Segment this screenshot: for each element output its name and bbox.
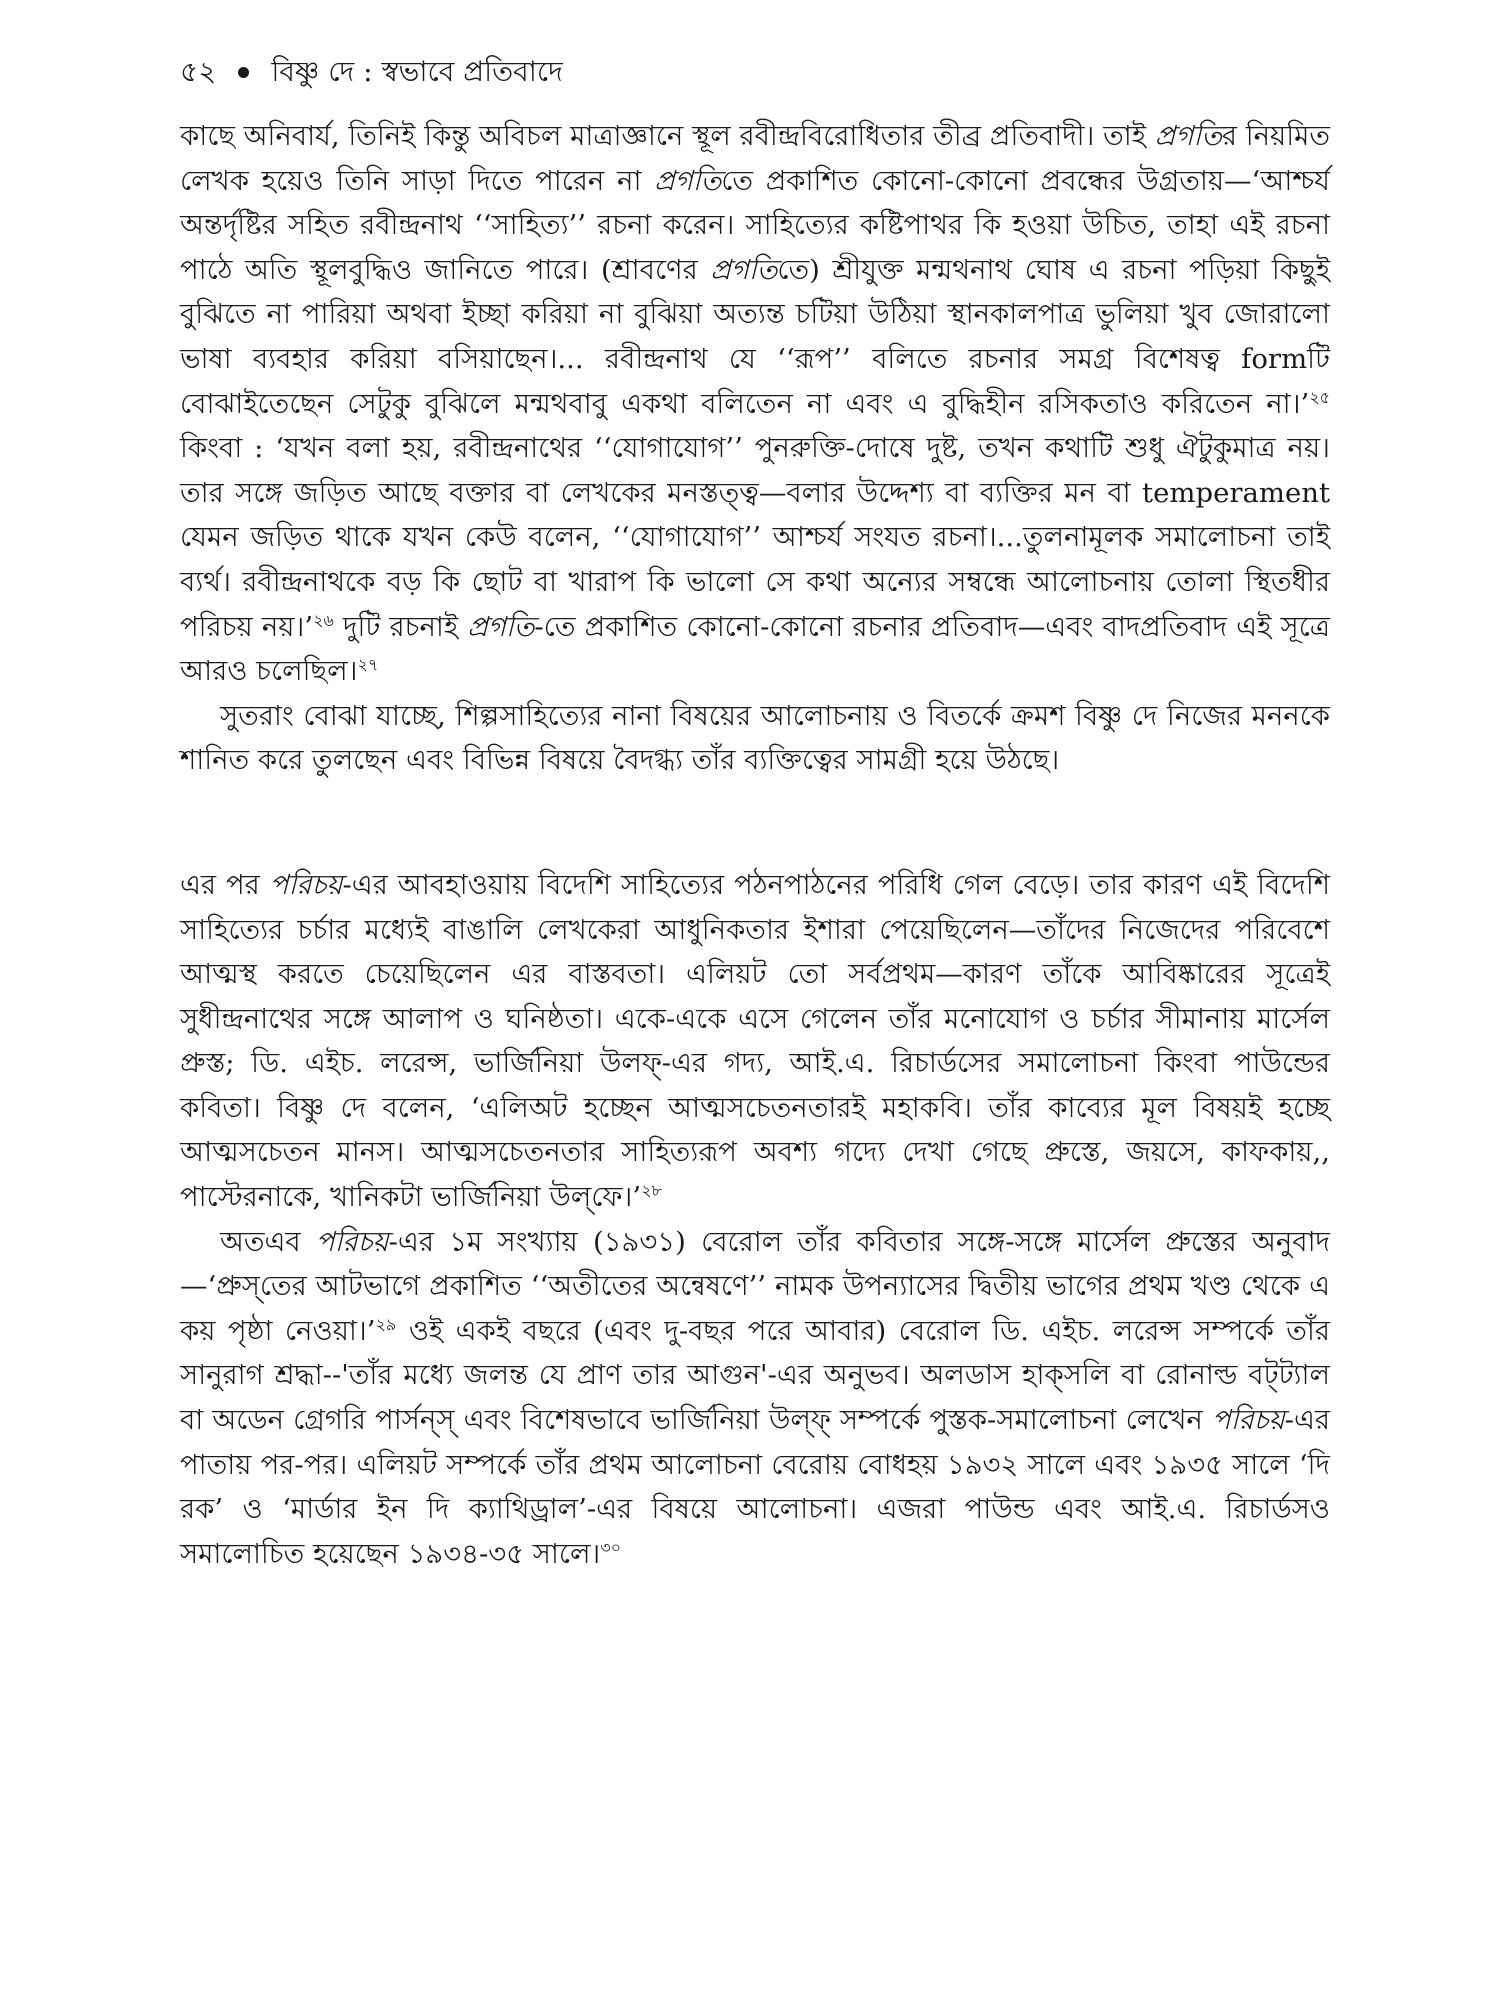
- text-run: কিংবা : ‘যখন বলা হয়, রবীন্দ্রনাথের ‘‘যোগাযোগ’’ পুনরুক্তি-দোষে দুষ্ট, তখন কথাটি শুধু ঐটুকুমাত্র নয়। তার সঙ্গে জড়িত আছে বক্তার বা লেখকের মনস্তত্ত্ব—বলার উদ্দেশ্য বা ব্যক্তির মন বা temperament যেমন জড়িত থাকে যখন কেউ বলেন, ‘‘যোগাযোগ’’ আশ্চর্য সংযত রচনা।...তুলনামূলক সমালোচনা তাই ব্যর্থ। রবীন্দ্রনাথকে বড় কি ছোট বা খারাপ কি ভালো সে কথা অন্যের সম্বন্ধে আলোচনায় তোলা স্থিতধীর পরিচয় নয়।’: [180, 432, 1330, 643]
- text-run: -এর ১ম সংখ্যায় (১৯৩১) বেরোল তাঁর কবিতার সঙ্গে-সঙ্গে মার্সেল প্রুস্তের অনুবাদ—‘প্রুস্‌তের আটভাগে প্রকাশিত ‘‘অতীতের অন্বেষণে’’ নামক উপন্যাসের দ্বিতীয় ভাগের প্রথম খণ্ড থেকে এ কয় পৃষ্ঠা নেওয়া।’: [180, 1225, 1331, 1347]
- book-page: [180, 52, 1330, 1576]
- text-run: -এর আবহাওয়ায় বিদেশি সাহিত্যের পঠনপাঠনের পরিধি গেল বেড়ে। তার কারণ এই বিদেশি সাহিত্যের চর্চার মধ্যেই বাঙালি লেখকেরা আধুনিকতার ইশারা পেয়েছিলেন—তাঁদের নিজেদের পরিবেশে আত্মস্থ করতে চেয়েছিলেন এর বাস্তবতা। এলিয়ট তো সর্বপ্রথম—কারণ তাঁকে আবিষ্কারের সূত্রেই সুধীন্দ্রনাথের সঙ্গে আলাপ ও ঘনিষ্ঠতা। একে-একে এসে গেলেন তাঁর মনোযোগ ও চর্চার সীমানায় মার্সেল প্রুস্ত; ডি. এইচ. লরেন্স, ভার্জিনিয়া উলফ্-এর গদ্য, আই.এ. রিচার্ডসের সমালোচনা কিংবা পাউন্ডের কবিতা। বিষ্ণু দে বলেন, ‘এলিঅট হচ্ছেন আত্মসচেতনতারই মহাকবি। তাঁর কাব্যের মূল বিষয়ই হচ্ছে আত্মসচেতন মানস। আত্মসচেতনতার সাহিত্যরূপ অবশ্য গদ্যে দেখা গেছে প্রুস্তে, জয়সে, কাফকায়,, পাস্টেরনাকে, খানিকটা ভার্জিনিয়া উল্‌ফে।’: [180, 868, 1330, 1214]
- text-run: সুতরাং বোঝা যাচ্ছে, শিল্পসাহিত্যের নানা বিষয়ের আলোচনায় ও বিতর্কে ক্রমশ বিষ্ণু দে নিজের মননকে শানিত করে তুলছেন এবং বিভিন্ন বিষয়ে বৈদগ্ধ্য তাঁর ব্যক্তিত্বের সামগ্রী হয়ে উঠছে।: [180, 699, 1330, 777]
- italic-title: পরিচয়: [1211, 1404, 1285, 1437]
- italic-title: প্রগতি: [467, 610, 535, 643]
- text-run: র নিয়মিত লেখক হয়েও তিনি সাড়া দিতে পারেন না: [180, 120, 1330, 197]
- footnote-ref: ২৯: [375, 1314, 397, 1334]
- italic-title: প্রগতি: [710, 253, 778, 286]
- text-run: এর পর: [180, 868, 270, 901]
- bullet-icon: [238, 67, 249, 78]
- running-title: বিষ্ণু দে : স্বভাবে প্রতিবাদে: [271, 55, 563, 88]
- italic-title: প্রগতি: [654, 164, 722, 197]
- italic-title: পরিচয়: [269, 868, 343, 901]
- paragraph: [180, 694, 1330, 783]
- text-run: কাছে অনিবার্য, তিনিই কিন্তু অবিচল মাত্রাজ্ঞানে স্থূল রবীন্দ্রবিরোধিতার তীব্র প্রতিবাদী। তাই: [180, 120, 1155, 152]
- footnote-ref: ২৮: [641, 1180, 662, 1200]
- footnote-ref: ২৫: [1309, 387, 1330, 407]
- italic-title: প্রগতি: [1154, 120, 1222, 152]
- italic-title: পরিচয়: [315, 1225, 389, 1258]
- footnote-ref: ২৭: [357, 654, 379, 674]
- running-header: [180, 52, 1330, 92]
- text-run: -এর পাতায় পর-পর। এলিয়ট সম্পর্কে তাঁর প্রথম আলোচনা বেরোয় বোধহয় ১৯৩২ সালে এবং ১৯৩৫ সালে ‘দি রক’ ও ‘মার্ডার ইন দি ক্যাথিড্রাল’-এর বিষয়ে আলোচনা। এজরা পাউন্ড এবং আই.এ. রিচার্ডসও সমালোচিত হয়েছেন ১৯৩৪-৩৫ সালে।: [180, 1404, 1330, 1570]
- paragraph: [180, 863, 1330, 1220]
- text-run: -তে প্রকাশিত কোনো-কোনো রচনার প্রতিবাদ—এবং বাদপ্রতিবাদ এই সূত্রে আরও চলেছিল।: [180, 610, 1330, 688]
- text-run: দুটি রচনাই: [333, 610, 468, 643]
- footnote-ref: ৩০: [600, 1537, 622, 1557]
- text-run: ওই একই বছরে (এবং দু-বছর পরে আবার) বেরোল ডি. এইচ. লরেন্স সম্পর্কে তাঁর সানুরাগ শ্রদ্ধা--'তাঁর মধ্যে জলন্ত যে প্রাণ তার আগুন'-এর অনুভব। অলডাস হাক্‌সলি বা রোনাল্ড বট্‌ট্যাল বা অডেন গ্রেগরি পার্সন্‌স্ এবং বিশেষভাবে ভার্জিনিয়া উল্‌ফ্ সম্পর্কে পুস্তক-সমালোচনা লেখেন: [180, 1314, 1330, 1437]
- text-run: তে প্রকাশিত কোনো-কোনো প্রবন্ধের উগ্রতায়—‘আশ্চর্য অন্তর্দৃষ্টির সহিত রবীন্দ্রনাথ ‘‘সাহিত্য’’ রচনা করেন। সাহিত্যের কষ্টিপাথর কি হওয়া উচিত, তাহা এই রচনা পাঠে অতি স্থূলবুদ্ধিও জানিতে পারে। (শ্রাবণের: [180, 164, 1330, 286]
- footnote-ref: ২৬: [313, 610, 334, 630]
- text-run: তে) শ্রীযুক্ত মন্মথনাথ ঘোষ এ রচনা পড়িয়া কিছুই বুঝিতে না পারিয়া অথবা ইচ্ছা করিয়া না বুঝিয়া অত্যন্ত চটিয়া উঠিয়া স্থানকালপাত্র ভুলিয়া খুব জোরালো ভাষা ব্যবহার করিয়া বসিয়াছেন।... রবীন্দ্রনাথ যে ‘‘রূপ’’ বলিতে রচনার সমগ্র বিশেষত্ব formটি বোঝাইতেছেন সেটুকু বুঝিলে মন্মথবাবু একথা বলিতেন না এবং এ বুদ্ধিহীন রসিকতাও করিতেন না।’: [180, 253, 1330, 420]
- page-number: ৫২: [180, 55, 217, 88]
- text-run: অতএব: [220, 1225, 316, 1258]
- paragraph: [180, 114, 1330, 694]
- section-break: [180, 783, 1330, 863]
- paragraph: [180, 1220, 1330, 1577]
